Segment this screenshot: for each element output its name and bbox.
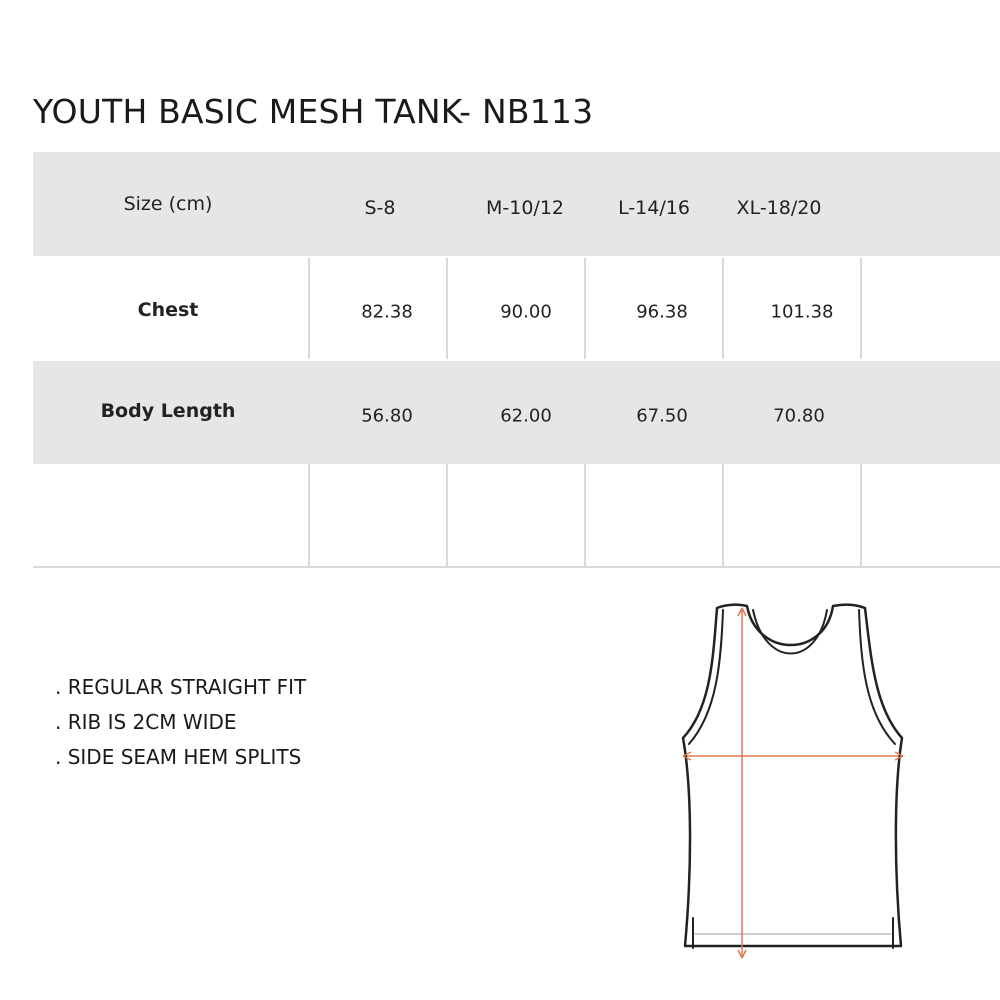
body-length-value-s: 56.80	[361, 405, 413, 427]
header-size-xl: XL-18/20	[736, 197, 822, 219]
page-title: YOUTH BASIC MESH TANK- NB113	[33, 92, 594, 131]
row-label-body-length: Body Length	[100, 400, 236, 422]
tank-top-diagram-icon	[675, 598, 910, 963]
chest-value-s: 82.38	[361, 301, 413, 323]
body-length-value-xl: 70.80	[773, 405, 825, 427]
note-item: . REGULAR STRAIGHT FIT	[55, 675, 307, 699]
table-cell	[33, 464, 310, 566]
table-cell	[860, 258, 1000, 359]
note-item: . SIDE SEAM HEM SPLITS	[55, 745, 302, 769]
chest-value-xl: 101.38	[770, 301, 834, 323]
table-bottom-border	[33, 566, 1000, 568]
chest-value-l: 96.38	[636, 301, 688, 323]
header-size-l: L-14/16	[618, 197, 690, 219]
table-cell	[860, 464, 1000, 566]
table-cell	[722, 464, 862, 566]
table-cell	[584, 464, 724, 566]
feature-notes	[55, 672, 306, 777]
note-item: . RIB IS 2CM WIDE	[55, 710, 237, 734]
table-cell	[308, 464, 448, 566]
size-chart-table	[33, 152, 1000, 568]
header-size-m: M-10/12	[485, 197, 565, 219]
header-size-label: Size (cm)	[123, 193, 213, 215]
body-length-value-m: 62.00	[500, 405, 552, 427]
chest-value-m: 90.00	[500, 301, 552, 323]
table-cell	[446, 464, 586, 566]
header-size-s: S-8	[364, 197, 396, 219]
body-length-value-l: 67.50	[636, 405, 688, 427]
row-label-chest: Chest	[137, 299, 199, 321]
